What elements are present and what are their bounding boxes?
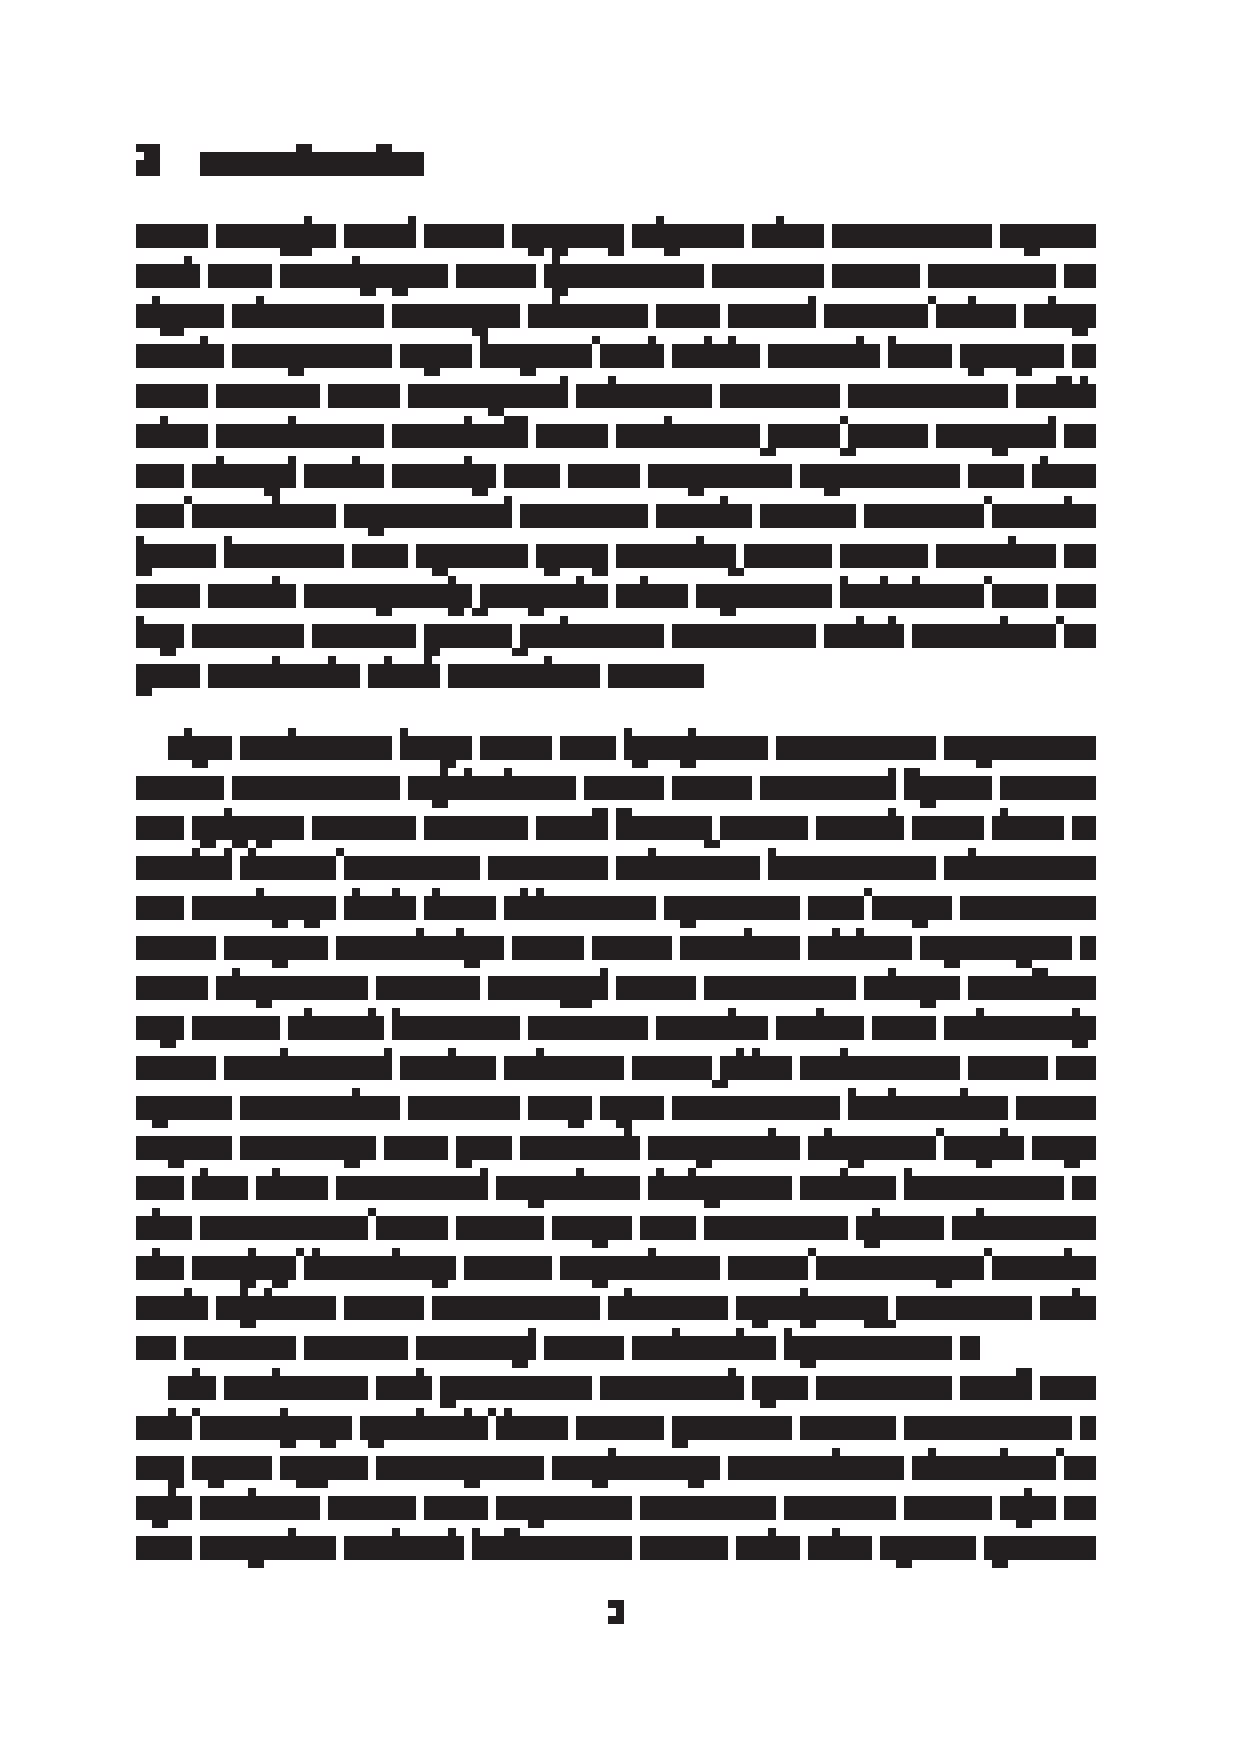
text-line (136, 584, 1096, 608)
text-line (136, 384, 1096, 408)
page-number (608, 1600, 624, 1624)
text-line (136, 1336, 980, 1360)
section-heading (136, 144, 424, 176)
text-line (136, 776, 1096, 800)
text-line (136, 1216, 1096, 1240)
text-line (136, 1176, 1096, 1200)
text-line (136, 976, 1096, 1000)
text-line (136, 464, 1096, 488)
section-number (136, 144, 160, 176)
text-line (136, 504, 1096, 528)
text-line (136, 1136, 1096, 1160)
text-line (168, 736, 1096, 760)
text-line (136, 424, 1096, 448)
text-line (136, 1456, 1096, 1480)
text-line (136, 224, 1096, 248)
text-line (136, 544, 1096, 568)
text-line (136, 664, 704, 688)
text-line (136, 1296, 1096, 1320)
text-line (136, 936, 1096, 960)
text-line (136, 1096, 1096, 1120)
text-line (136, 624, 1096, 648)
text-line (136, 816, 1096, 840)
text-line (136, 1256, 1096, 1280)
text-line (136, 896, 1096, 920)
text-line (136, 304, 1096, 328)
text-line (136, 856, 1096, 880)
text-line (136, 344, 1096, 368)
text-line (136, 1536, 1096, 1560)
text-line (136, 1056, 1096, 1080)
text-line (168, 1376, 1096, 1400)
text-line (136, 1416, 1096, 1440)
section-title (200, 152, 424, 176)
text-line (136, 264, 1096, 288)
text-line (136, 1016, 1096, 1040)
text-line (136, 1496, 1096, 1520)
